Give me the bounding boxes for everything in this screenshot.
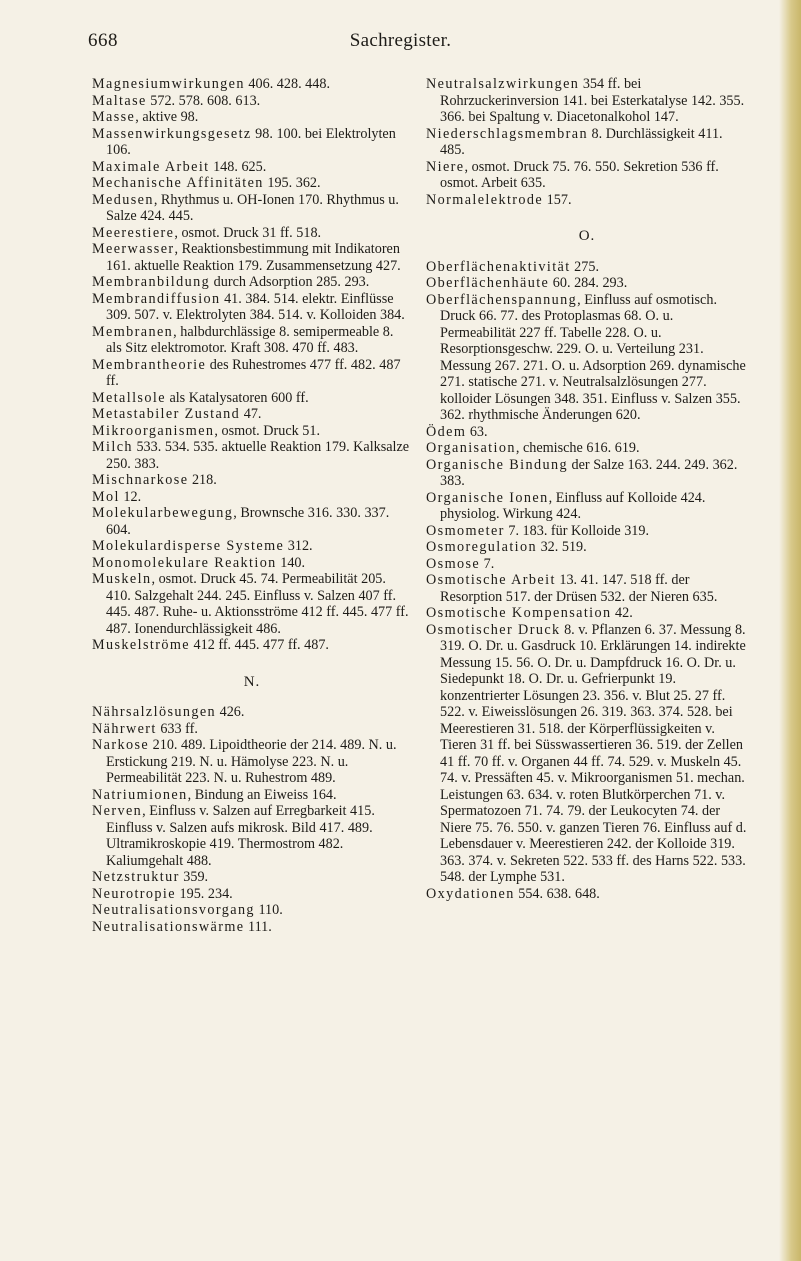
- index-term: Molekulardisperse Systeme: [92, 538, 285, 554]
- index-entry: [92, 390, 412, 407]
- index-references: , Rhythmus u. OH-Ionen 170. Rhythmus u. Salze 424. 445.: [106, 191, 399, 224]
- index-references: , Brownsche 316. 330. 337. 604.: [106, 505, 390, 538]
- index-references: 8. Durchlässigkeit 411. 485.: [440, 125, 723, 158]
- index-entry: [92, 571, 412, 637]
- index-entry: [92, 406, 412, 423]
- index-references: , osmot. Druck 45. 74. Permeabilität 205. 410. Salzgehalt 244. 245. Einfluss v. Salzen 407 ff. 445. 487. Ruhe- u. Aktionsströme 412 ff. 445. 477 ff. 487. Ionendurchlässigkeit 486.: [106, 571, 409, 637]
- section-letter: N.: [243, 673, 261, 690]
- index-term: Organische Ionen: [426, 489, 549, 506]
- index-term: Monomolekulare Reaktion: [92, 554, 277, 571]
- index-references: 7.: [480, 555, 495, 572]
- index-term: Magnesiumwirkungen: [92, 76, 245, 92]
- index-term: Muskelströme: [92, 637, 190, 653]
- index-entry: [92, 902, 412, 919]
- index-entry: [92, 109, 412, 126]
- index-references: 157.: [543, 191, 572, 208]
- index-entry: [92, 737, 412, 787]
- index-term: Mischnarkose: [92, 472, 189, 488]
- index-entry: [92, 505, 412, 538]
- index-references: , Reaktionsbestimmung mit Indikatoren 161. aktuelle Reaktion 179. Zusammensetzung 427.: [106, 241, 401, 274]
- index-entry: [92, 175, 412, 192]
- index-references: 7. 183. für Kolloide 319.: [504, 522, 650, 539]
- index-entry: [426, 622, 748, 886]
- index-references: 633 ff.: [156, 720, 198, 737]
- index-references: , aktive 98.: [135, 109, 199, 125]
- page-number: 668: [88, 30, 118, 51]
- index-references: 572. 578. 608. 613.: [146, 92, 261, 109]
- index-references: als Katalysatoren 600 ff.: [165, 389, 309, 406]
- index-term: Mechanische Affinitäten: [92, 175, 264, 191]
- index-references: 47.: [240, 406, 262, 422]
- index-references: durch Adsorption 285. 293.: [210, 274, 370, 290]
- index-references: 12.: [119, 488, 142, 505]
- index-entry: [92, 76, 412, 93]
- index-term: Oberflächenspannung: [426, 291, 578, 308]
- index-entry: [92, 472, 412, 489]
- index-references: 406. 428. 448.: [244, 76, 330, 92]
- index-references: 148. 625.: [209, 158, 267, 175]
- index-entry: [92, 538, 412, 555]
- index-term: Meerestiere: [92, 224, 175, 241]
- index-term: Masse: [92, 109, 136, 125]
- index-entry: [92, 787, 412, 804]
- index-term: Oberflächenhäute: [426, 275, 550, 291]
- index-entry: [92, 159, 412, 176]
- index-entry: [426, 275, 748, 292]
- index-references: 533. 534. 535. aktuelle Reaktion 179. Kalksalze 250. 383.: [106, 439, 410, 472]
- index-entry: [92, 803, 412, 869]
- index-entry: [426, 424, 748, 441]
- index-term: Neutralsalzwirkungen: [426, 76, 580, 92]
- index-references: des Ruhestromes 477 ff. 482. 487 ff.: [106, 356, 401, 389]
- index-term: Molekularbewegung: [92, 505, 234, 521]
- index-term: Osmotischer Druck: [426, 621, 561, 638]
- page-edge-shadow: [779, 0, 801, 1261]
- index-entry: [92, 886, 412, 903]
- index-entry: [92, 225, 412, 242]
- index-entry: [426, 259, 748, 276]
- index-term: Niederschlagsmembran: [426, 125, 588, 142]
- section-letter: O.: [578, 228, 596, 244]
- index-term: Osmometer: [426, 522, 505, 539]
- index-term: Osmoregulation: [426, 539, 538, 555]
- index-term: Normalelektrode: [426, 191, 544, 208]
- index-entry: [92, 721, 412, 738]
- index-references: 110.: [254, 902, 283, 918]
- index-references: 8. v. Pflanzen 6. 37. Messung 8. 319. O. Dr. u. Gasdruck 10. Erklärungen 14. indirekte Messung 15. 56. O. Dr. u. Dampfdruck 16. O. Dr. u. Siedepunkt 18. O. Dr. u. Gefrierpunkt 19. konzentrierter Lösungen 23. 356. v. Blut 25. 27 ff. 522. v. Eiweisslösungen 26. 319. 363. 374. 528. bei Meerestieren 31. 518. der Körperflüssigkeiten v. Tieren 31 ff. bei Süsswassertieren 36. 519. der Zellen 41 ff. 70 ff. v. Organen 44 ff. 74. 529. v. Muskeln 45. 74. v. Pressäften 45. v. Mikroorganismen 51. mechan. Leistungen 63. 634. v. roten Blutkörperchen 71. v. Spermatozoen 71. 74. 79. der Leukocyten 74. der Niere 75. 76. 550. v. ganzen Tieren 76. Einfluss auf d. Lebensdauer v. Meerestieren 242. der Kolloide 319. 363. 374. v. Sekreten 522. 533 ff. des Harns 522. 533. 548. der Lymphe 531.: [440, 621, 747, 885]
- index-references: , Einfluss v. Salzen auf Erregbarkeit 415. Einfluss v. Salzen aufs mikrosk. Bild 417. 489. Ultramikroskopie 419. Thermostrom 482. Kaliumgehalt 488.: [106, 803, 375, 869]
- index-entry: [92, 357, 412, 390]
- index-references: 111.: [244, 918, 272, 935]
- index-references: 195. 234.: [175, 885, 233, 902]
- index-term: Niere: [426, 158, 465, 175]
- index-term: Medusen: [92, 191, 154, 208]
- index-term: Organische Bindung: [426, 456, 568, 473]
- index-references: 312.: [284, 538, 313, 554]
- index-references: 32. 519.: [537, 539, 587, 555]
- index-entry: [426, 192, 748, 209]
- index-term: Osmose: [426, 555, 481, 572]
- index-term: Meerwasser: [92, 241, 175, 257]
- index-term: Ödem: [426, 423, 467, 440]
- index-references: , Einfluss auf Kolloide 424. physiolog. Wirkung 424.: [440, 489, 706, 522]
- index-term: Membranen: [92, 323, 174, 340]
- index-references: 63.: [466, 423, 488, 440]
- index-references: , halbdurchlässige 8. semipermeable 8. als Sitz elektromotor. Kraft 308. 470 ff. 483.: [106, 323, 394, 356]
- index-entry: [92, 423, 412, 440]
- index-entry: [92, 439, 412, 472]
- index-entry: [92, 93, 412, 110]
- index-term: Maximale Arbeit: [92, 158, 210, 175]
- index-references: der Salze 163. 244. 249. 362. 383.: [440, 456, 738, 489]
- index-references: 275.: [570, 258, 599, 275]
- index-entry: [92, 869, 412, 886]
- index-entry: [426, 457, 748, 490]
- index-entry: [92, 274, 412, 291]
- index-entry: [426, 76, 748, 126]
- index-entry: [426, 490, 748, 523]
- index-references: , osmot. Druck 51.: [214, 422, 321, 439]
- index-entry: [92, 637, 412, 654]
- running-title: Sachregister.: [349, 30, 452, 51]
- index-references: 554. 638. 648.: [514, 885, 600, 902]
- index-entry: [92, 324, 412, 357]
- index-term: Osmotische Arbeit: [426, 572, 556, 588]
- index-references: , osmot. Druck 75. 76. 550. Sekretion 536 ff. osmot. Arbeit 635.: [440, 158, 719, 191]
- index-entry: [92, 489, 412, 506]
- index-references: , Bindung an Eiweiss 164.: [187, 786, 337, 803]
- index-entry: [426, 886, 748, 903]
- index-references: , chemische 616. 619.: [515, 440, 640, 456]
- index-entry: [426, 126, 748, 159]
- index-references: 140.: [276, 554, 306, 571]
- index-entry: [92, 192, 412, 225]
- index-references: 41. 384. 514. elektr. Einflüsse 309. 507. v. Elektrolyten 384. 514. v. Kolloiden 384.: [106, 290, 405, 323]
- index-references: 42.: [611, 605, 633, 621]
- index-term: Muskeln: [92, 571, 152, 587]
- index-entry: [426, 159, 748, 192]
- index-term: Membrandiffusion: [92, 290, 221, 307]
- index-entry: [92, 704, 412, 721]
- index-entry: [92, 126, 412, 159]
- index-column-right: [426, 76, 748, 902]
- index-references: , osmot. Druck 31 ff. 518.: [174, 224, 322, 241]
- index-entry: [92, 241, 412, 274]
- index-column-left: [92, 76, 412, 935]
- index-term: Neutralisationsvorgang: [92, 902, 255, 918]
- index-term: Massenwirkungsgesetz: [92, 125, 252, 142]
- index-entry: [92, 555, 412, 572]
- index-term: Nerven: [92, 803, 143, 819]
- index-references: 98. 100. bei Elektrolyten 106.: [106, 125, 396, 158]
- index-term: Nährwert: [92, 720, 157, 737]
- index-entry: [426, 292, 748, 424]
- index-references: 13. 41. 147. 518 ff. der Resorption 517. der Drüsen 532. der Nieren 635.: [440, 572, 718, 605]
- index-term: Mol: [92, 488, 120, 505]
- index-term: Membrantheorie: [92, 356, 207, 373]
- index-term: Osmotische Kompensation: [426, 605, 612, 621]
- index-references: 218.: [188, 472, 217, 488]
- index-term: Oberflächenaktivität: [426, 258, 571, 275]
- index-entry: [426, 539, 748, 556]
- index-entry: [92, 919, 412, 936]
- index-references: 210. 489. Lipoidtheorie der 214. 489. N. u. Erstickung 219. N. u. Hämolyse 223. N. u. Permeabilität 223. N. u. Ruhestrom 489.: [106, 737, 397, 786]
- index-references: 359.: [179, 869, 209, 885]
- index-term: Natriumionen: [92, 786, 188, 803]
- index-term: Milch: [92, 439, 133, 455]
- index-entry: [426, 572, 748, 605]
- index-term: Neutralisationswärme: [92, 918, 245, 935]
- index-term: Nährsalzlösungen: [92, 704, 217, 720]
- index-term: Organisation: [426, 440, 516, 456]
- index-term: Membranbildung: [92, 274, 211, 290]
- index-references: 195. 362.: [263, 175, 321, 191]
- page-header: [0, 30, 801, 56]
- index-entry: [92, 291, 412, 324]
- index-references: 412 ff. 445. 477 ff. 487.: [189, 637, 329, 653]
- index-entry: [426, 523, 748, 540]
- index-term: Oxydationen: [426, 885, 515, 902]
- index-references: 354 ff. bei Rohrzuckerinversion 141. bei Esterkatalyse 142. 355. 366. bei Spaltung v. Diacetonalkohol 147.: [440, 76, 745, 125]
- index-entry: [426, 605, 748, 622]
- index-entry: [426, 440, 748, 457]
- index-term: Maltase: [92, 92, 147, 109]
- index-references: 60. 284. 293.: [549, 275, 628, 291]
- index-entry: [426, 556, 748, 573]
- index-references: , Einfluss auf osmotisch. Druck 66. 77. des Protoplasmas 68. O. u. Permeabilität 227 ff. Tabelle 228. O. u. Resorptionsgeschw. 229. O. u. Verteilung 231. Messung 267. 271. O. u. Adsorption 269. dynamische 271. statische 271. v. Neutralsalzlösungen 277. kolloider Lösungen 348. 351. Einfluss v. Salzen 355. 362. rhythmische Änderungen 620.: [440, 291, 746, 423]
- index-term: Narkose: [92, 737, 150, 753]
- index-term: Mikroorganismen: [92, 422, 215, 439]
- index-references: 426.: [216, 704, 245, 720]
- index-term: Metallsole: [92, 389, 166, 406]
- index-term: Netzstruktur: [92, 869, 180, 885]
- index-term: Neurotropie: [92, 885, 176, 902]
- index-term: Metastabiler Zustand: [92, 406, 241, 422]
